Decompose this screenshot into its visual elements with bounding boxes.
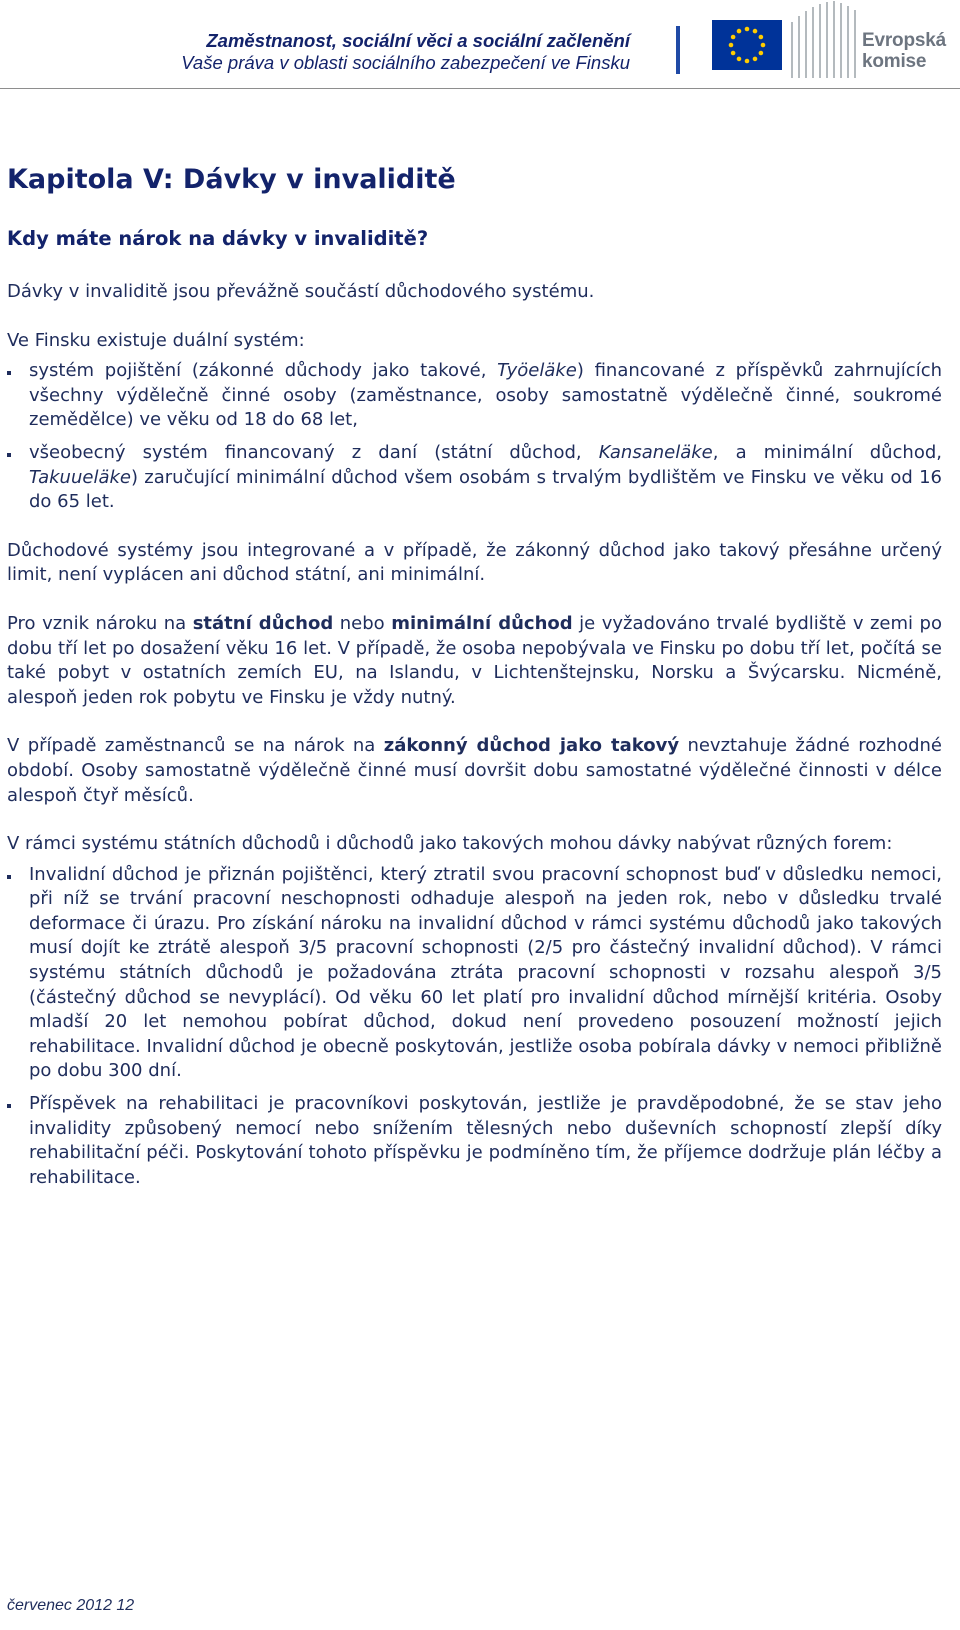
paragraph-benefit-forms: V rámci systému státních důchodů i důchodů jako takových mohou dávky nabývat různých forem: xyxy=(7,833,893,855)
bullet-icon xyxy=(7,875,11,879)
page-footer: červenec 2012 12 xyxy=(7,1597,135,1614)
page-header xyxy=(0,0,960,89)
eu-flag-icon xyxy=(712,20,782,70)
header-divider xyxy=(676,26,680,74)
section-title: Kdy máte nárok na dávky v invaliditě? xyxy=(7,227,429,250)
bullet-icon xyxy=(7,453,11,457)
commission-building-icon xyxy=(790,0,860,88)
commission-logo-text xyxy=(862,30,946,72)
list-item: Příspěvek na rehabilitaci je pracovníkovi poskytován, jestliže je pravděpodobné, že se stav jeho invalidity způsobený nemocí nebo snížením tělesných nebo duševních schopností zlepší díky rehabilitační péči. Poskytování tohoto příspěvku je podmíněno tím, že příjemce dodržuje plán léčby a rehabilitace. xyxy=(7,1092,942,1190)
list-item: všeobecný systém financovaný z daní (státní důchod, Kansaneläke, a minimální důchod, Takuueläke) zaručující minimální důchod všem osobám s trvalým bydlištěm ve Finsku ve věku od 16 do 65 let. xyxy=(7,441,942,515)
paragraph-intro: Dávky v invaliditě jsou převážně součástí důchodového systému. xyxy=(7,281,595,302)
dual-system-list xyxy=(7,359,942,515)
bullet-icon xyxy=(7,1104,11,1108)
header-subtitle: Vaše práva v oblasti sociálního zabezpečení ve Finsku xyxy=(181,52,630,73)
bullet-icon xyxy=(7,371,11,375)
paragraph-statutory-pension: V případě zaměstnanců se na nárok na zákonný důchod jako takový nevztahuje žádné rozhodné období. Osoby samostatně výdělečně činné musí dovršit dobu samostatné výdělečné činnosti v délce alespoň čtyř měsíců. xyxy=(7,735,942,806)
logo-line-2: komise xyxy=(862,51,927,72)
document-body xyxy=(7,160,942,1190)
chapter-title: Kapitola V: Dávky v invaliditě xyxy=(7,164,456,195)
paragraph-integration: Důchodové systémy jsou integrované a v případě, že zákonný důchod jako takový přesáhne určený limit, není vyplácen ani důchod státní, ani minimální. xyxy=(7,539,942,586)
paragraph-dual-system: Ve Finsku existuje duální systém: xyxy=(7,329,305,351)
header-title: Zaměstnanost, sociální věci a sociální začlenění xyxy=(206,30,630,51)
list-item: Invalidní důchod je přiznán pojištěnci, který ztratil svou pracovní schopnost buď v důsledku nemoci, při níž se trvání pracovní neschopnosti odhaduje alespoň na jeden rok, nebo v důsledku trvalé deformace či úrazu. Pro získání nároku na invalidní důchod v rámci systému důchodů jako takových musí dojít ke ztrátě alespoň 3/5 pracovní schopnosti (2/5 pro částečný invalidní důchod). V rámci systému státních důchodů je požadována ztráta pracovní schopnosti v rozsahu alespoň 3/5 (částečný důchod se nevyplácí). Od věku 60 let platí pro invalidní důchod mírnější kritéria. Osoby mladší 20 let nemohou pobírat důchod, dokud není provedeno posouzení možností jejich rehabilitace. Invalidní důchod je obecně poskytován, jestliže osoba pobírala dávky v nemoci přibližně po dobu 300 dní. xyxy=(7,863,942,1084)
paragraph-state-pension: Pro vznik nároku na státní důchod nebo minimální důchod je vyžadováno trvalé bydliště v zemi po dobu tří let po dosažení věku 16 let. V případě, že osoba nepobývala ve Finsku po dobu tří let, počítá se také pobyt v ostatních zemích EU, na Islandu, v Lichtenštejnsku, Norsku a Švýcarsku. Nicméně, alespoň jeden rok pobytu ve Finsku je vždy nutný. xyxy=(7,612,942,708)
header-text xyxy=(181,30,630,74)
benefit-forms-list xyxy=(7,863,942,1191)
list-item: systém pojištění (zákonné důchody jako takové, Työeläke) financované z příspěvků zahrnujících všechny výdělečně činné osoby (zaměstnance, osoby samostatně výdělečně činné, soukromé zemědělce) ve věku od 18 do 68 let, xyxy=(7,359,942,433)
logo-line-1: Evropská xyxy=(862,30,946,51)
